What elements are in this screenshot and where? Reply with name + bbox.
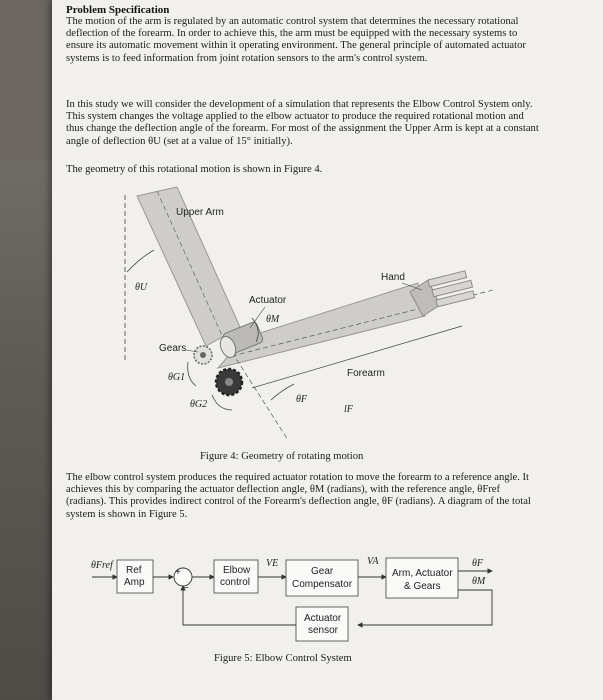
label-theta-u: θU [135,282,148,293]
section-heading: Problem Specification [66,4,170,16]
block-sensor-line2: sensor [308,625,339,636]
block-arm-line2: & Gears [404,581,441,592]
label-forearm: Forearm [347,368,385,379]
block-ref-amp-line2: Amp [124,577,145,588]
paragraph-4: The elbow control system produces the required actuator rotation to move the forearm to a reference angle. It achieves this by comparing the actuator deflection angle, θM (radians), with the reference angle, θFref (radians). This provides indirect control of the Forearm's deflection angle, θF (radians). A diagram of the total system is shown in Figure 5. [66,472,531,520]
label-theta-fref: θFref [91,560,113,571]
label-theta-m: θM [266,314,280,325]
label-v-a: VA [367,556,379,567]
block-gear-line1: Gear [311,566,334,577]
summing-plus: + [175,567,181,578]
paragraph-1: The motion of the arm is regulated by an automatic control system that determines the necessary rotational deflection of the forearm. In order to achieve this, the arm must be equipped with the necessary systems to ensure its automatic movement within it operating environment. The general principle of automated actuator systems is to feed information from joint rotation sensors to the arm's control system. [66,16,526,64]
label-theta-f: θF [296,394,308,405]
summing-minus: − [183,583,189,594]
paragraph-2: In this study we will consider the development of a simulation that represents the Elbow Control System only. This system changes the voltage applied to the elbow actuator to produce the required rotational motion and thus change the deflection angle of the forearm. For most of the assignment the Upper Arm is kept at a constant angle of deflection θU (set at a value of 15° initially). [66,99,539,147]
figure-5-caption: Figure 5: Elbow Control System [214,653,352,664]
label-theta-g2: θG2 [190,399,208,410]
label-upper-arm: Upper Arm [176,207,224,218]
figure-4-caption: Figure 4: Geometry of rotating motion [200,451,364,462]
block-arm-line1: Arm, Actuator [392,568,453,579]
label-actuator: Actuator [249,295,287,306]
block-elbow-line2: control [220,577,251,588]
label-hand: Hand [381,272,405,283]
label-theta-g1: θG1 [168,372,186,383]
label-gears: Gears [159,343,187,354]
block-ref-amp-line1: Ref [126,565,142,576]
label-theta-m-out: θM [472,576,486,587]
block-gear-line2: Compensator [292,579,353,590]
block-sensor-line1: Actuator [304,613,342,624]
label-l-f: lF [344,404,353,415]
label-v-e: VE [266,558,279,569]
paragraph-3: The geometry of this rotational motion is shown in Figure 4. [66,164,323,175]
label-theta-f-out: θF [472,558,484,569]
block-elbow-line1: Elbow [223,565,251,576]
